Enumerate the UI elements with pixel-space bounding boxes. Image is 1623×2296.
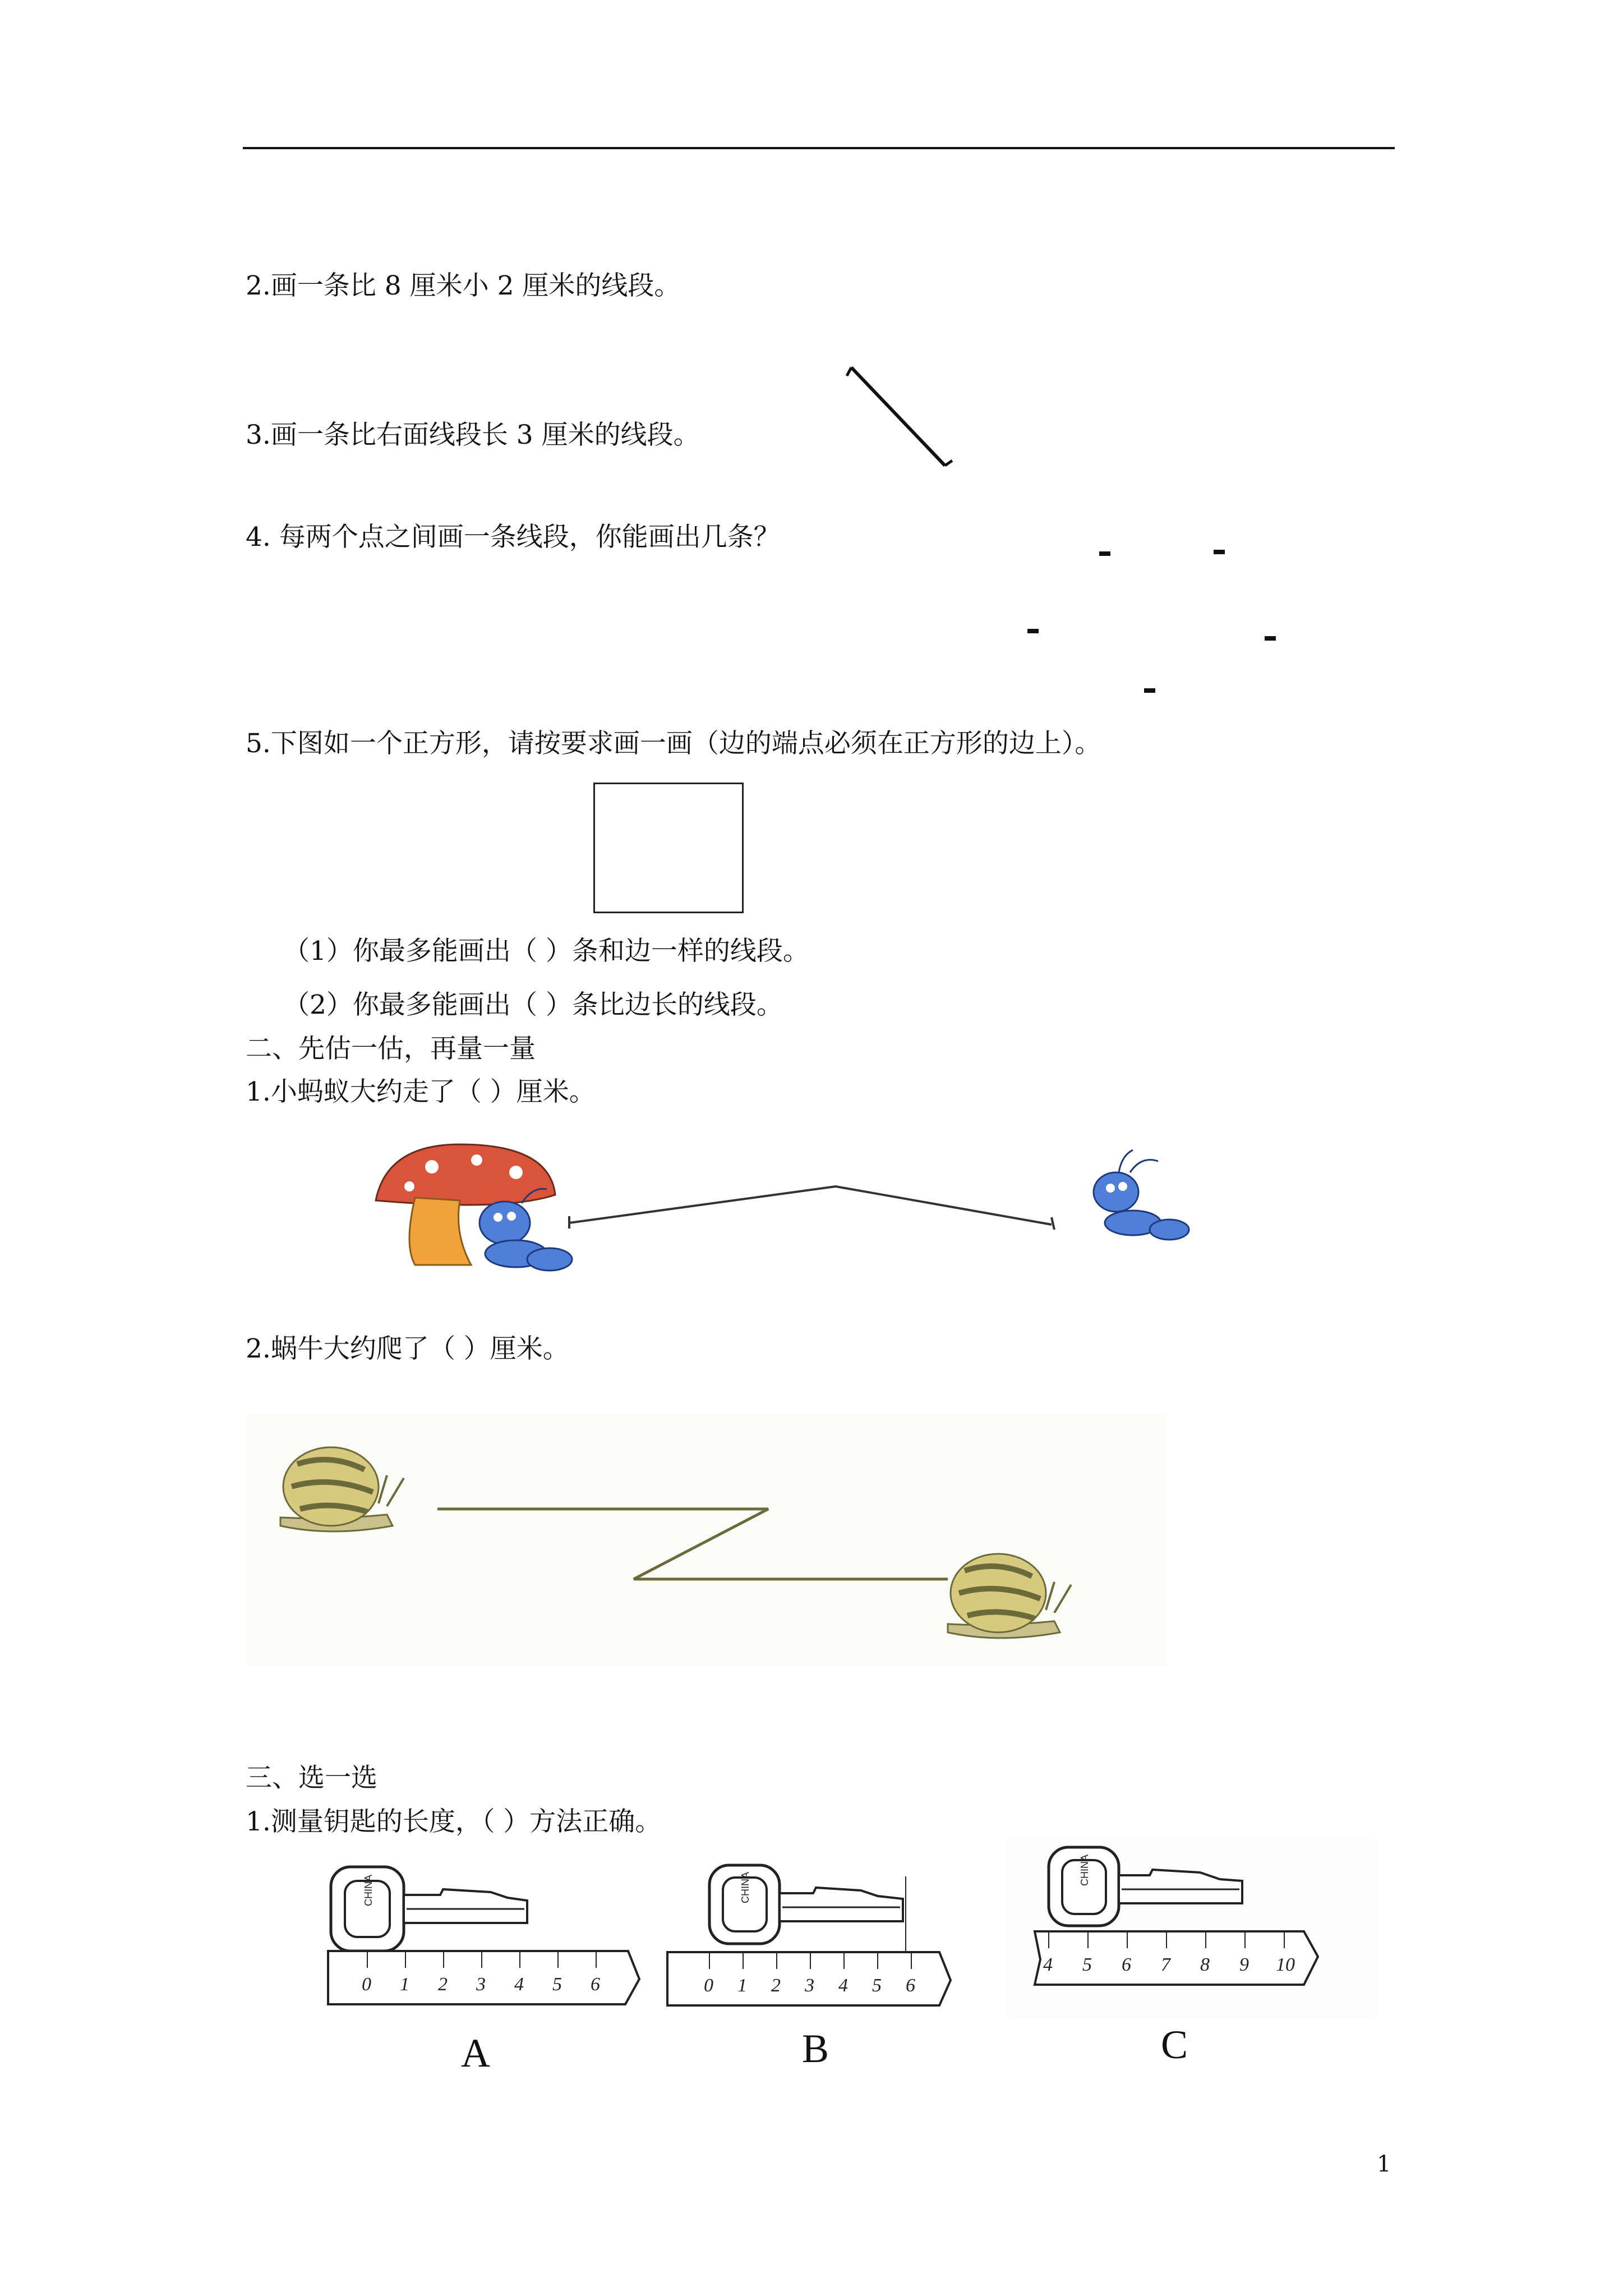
svg-text:CHINA: CHINA — [363, 1874, 374, 1906]
svg-text:10: 10 — [1276, 1954, 1295, 1975]
page-number: 1 — [1377, 2151, 1391, 2177]
reference-segment — [841, 362, 959, 474]
svg-text:6: 6 — [591, 1974, 600, 1995]
svg-text:6: 6 — [1122, 1954, 1131, 1975]
option-b-figure — [665, 1854, 979, 2011]
five-points — [1009, 539, 1290, 707]
svg-text:3: 3 — [476, 1974, 486, 1995]
section-2-question-2: 2.蜗牛大约爬了（ ）厘米。 — [246, 1333, 569, 1364]
ant-picture-end — [1094, 1150, 1189, 1240]
svg-text:6: 6 — [906, 1975, 915, 1996]
header-rule — [243, 147, 1395, 149]
svg-text:0: 0 — [362, 1974, 371, 1995]
option-c-figure — [1007, 1839, 1377, 2018]
option-c-label: C — [1161, 2022, 1188, 2067]
svg-text:3: 3 — [805, 1975, 814, 1996]
section-2-question-1: 1.小蚂蚁大约走了（ ）厘米。 — [246, 1076, 596, 1107]
question-5-part-1: （1）你最多能画出（ ）条和边一样的线段。 — [283, 936, 809, 967]
ruler-c — [1035, 1931, 1318, 1985]
svg-text:2: 2 — [438, 1974, 448, 1995]
svg-text:4: 4 — [838, 1975, 848, 1996]
option-a-figure — [322, 1861, 653, 2013]
svg-text:7: 7 — [1161, 1954, 1170, 1975]
svg-text:2: 2 — [771, 1975, 781, 1996]
svg-text:1: 1 — [400, 1974, 409, 1995]
svg-text:4: 4 — [1043, 1954, 1053, 1975]
key-picture-a — [331, 1867, 527, 1951]
svg-text:1: 1 — [737, 1975, 747, 1996]
ant-walk-path — [569, 1186, 1052, 1225]
option-a-label: A — [461, 2031, 490, 2076]
question-2: 2.画一条比 8 厘米小 2 厘米的线段。 — [246, 270, 681, 301]
ant-path-illustration — [365, 1133, 1206, 1285]
section-3-question-1: 1.测量钥匙的长度，（ ）方法正确。 — [246, 1806, 662, 1837]
svg-text:5: 5 — [872, 1975, 882, 1996]
svg-text:CHINA: CHINA — [740, 1871, 751, 1903]
snail-path-illustration — [247, 1414, 1166, 1666]
question-3: 3.画一条比右面线段长 3 厘米的线段。 — [246, 420, 700, 450]
ruler-b — [667, 1952, 951, 2005]
svg-text:CHINA: CHINA — [1079, 1854, 1090, 1886]
key-picture-b — [709, 1865, 906, 1952]
svg-text:8: 8 — [1200, 1954, 1210, 1975]
svg-text:4: 4 — [514, 1974, 524, 1995]
svg-text:9: 9 — [1239, 1954, 1249, 1975]
question-5-part-2: （2）你最多能画出（ ）条比边长的线段。 — [283, 990, 783, 1020]
svg-text:0: 0 — [704, 1975, 713, 1996]
question-4: 4. 每两个点之间画一条线段，你能画出几条？ — [246, 522, 780, 553]
question-5: 5.下图如一个正方形，请按要求画一画（边的端点必须在正方形的边上）。 — [246, 728, 1101, 759]
section-3-heading: 三、选一选 — [246, 1763, 377, 1793]
option-b-label: B — [802, 2026, 829, 2071]
svg-text:5: 5 — [552, 1974, 562, 1995]
ruler-a — [328, 1951, 639, 2004]
section-2-heading: 二、先估一估，再量一量 — [246, 1033, 536, 1064]
svg-text:5: 5 — [1082, 1954, 1092, 1975]
square-figure — [593, 783, 744, 913]
